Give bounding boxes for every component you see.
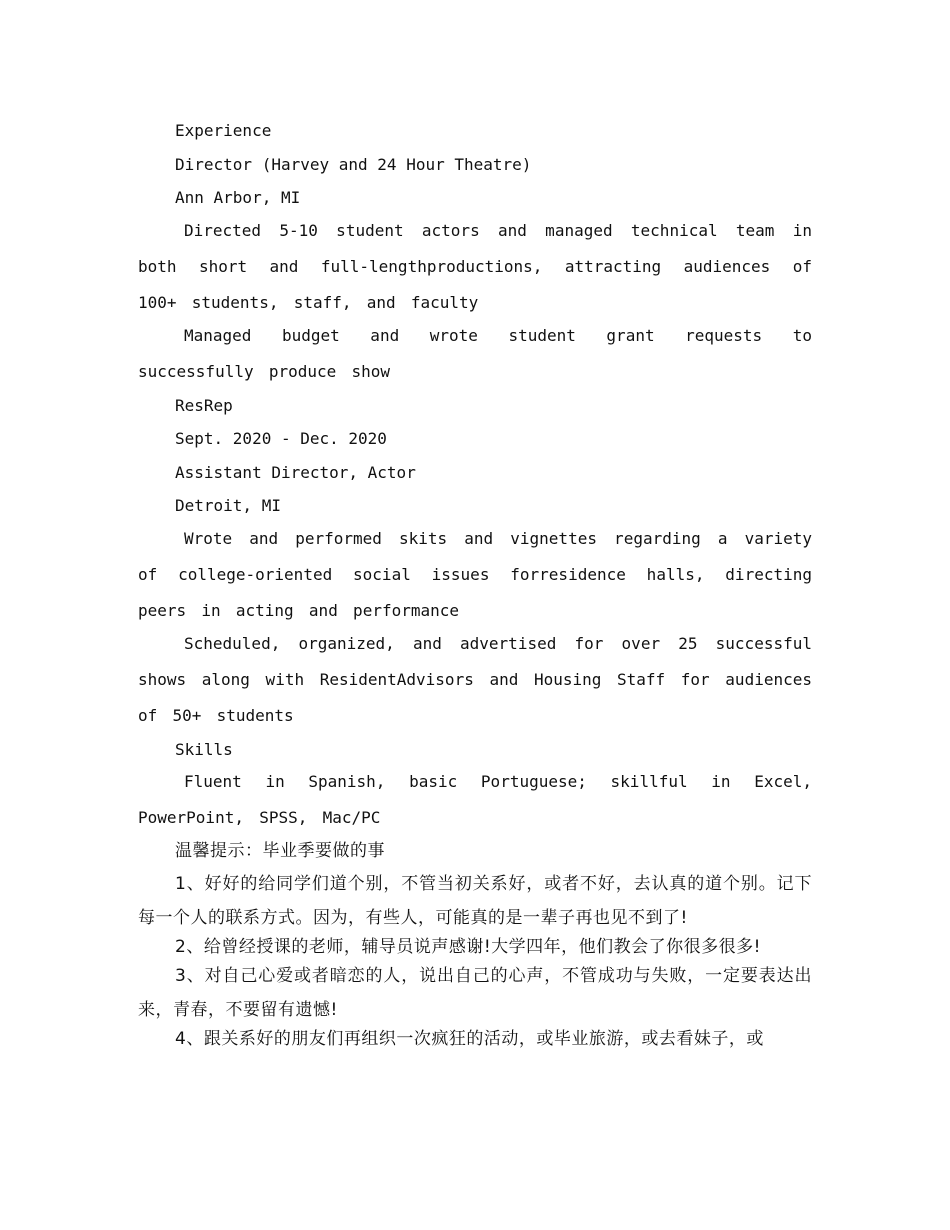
job2-location: Detroit, MI: [175, 496, 281, 515]
tips-heading: 温馨提示：毕业季要做的事: [175, 841, 385, 861]
tip-item-1: 1、好好的给同学们道个别，不管当初关系好，或者不好，去认真的道个别。记下每一个人的联系方式。因为，有些人，可能真的是一辈子再也见不到了!: [138, 873, 812, 928]
tip-item-4: 4、跟关系好的朋友们再组织一次疯狂的活动，或毕业旅游，或去看妹子，或: [175, 1028, 764, 1049]
skills-heading: Skills: [175, 739, 233, 759]
job1-bullet-1: Directed 5-10 student actors and managed technical team in both short and full-lengthproductions, attracting audiences of 100+ students, staff, and faculty: [138, 220, 812, 312]
skills-text: Fluent in Spanish, basic Portuguese; skillful in Excel, PowerPoint, SPSS, Mac/PC: [138, 772, 812, 827]
experience-heading: Experience: [175, 121, 272, 140]
job2-org: ResRep: [175, 395, 233, 415]
tip-item-2: 2、给曾经授课的老师，辅导员说声感谢!大学四年，他们教会了你很多很多!: [175, 936, 761, 957]
document-page: [138, 118, 812, 1057]
job2-bullet-2: Scheduled, organized, and advertised for over 25 successful shows along with ResidentAdvisors and Housing Staff for audiences of 50+ students: [138, 633, 812, 725]
job2-title: Assistant Director, Actor: [175, 462, 416, 482]
tip-item-3: 3、对自己心爱或者暗恋的人，说出自己的心声，不管成功与失败，一定要表达出来，青春，不要留有遗憾!: [138, 965, 812, 1020]
job1-title: Director (Harvey and 24 Hour Theatre): [175, 154, 532, 174]
job2-bullet-1: Wrote and performed skits and vignettes regarding a variety of college-oriented social issues forresidence halls, directing peers in acting and performance: [138, 528, 812, 620]
job1-bullet-2: Managed budget and wrote student grant requests to successfully produce show: [138, 325, 812, 381]
job2-dates: Sept. 2020 - Dec. 2020: [175, 429, 387, 448]
job1-location: Ann Arbor, MI: [175, 188, 301, 207]
